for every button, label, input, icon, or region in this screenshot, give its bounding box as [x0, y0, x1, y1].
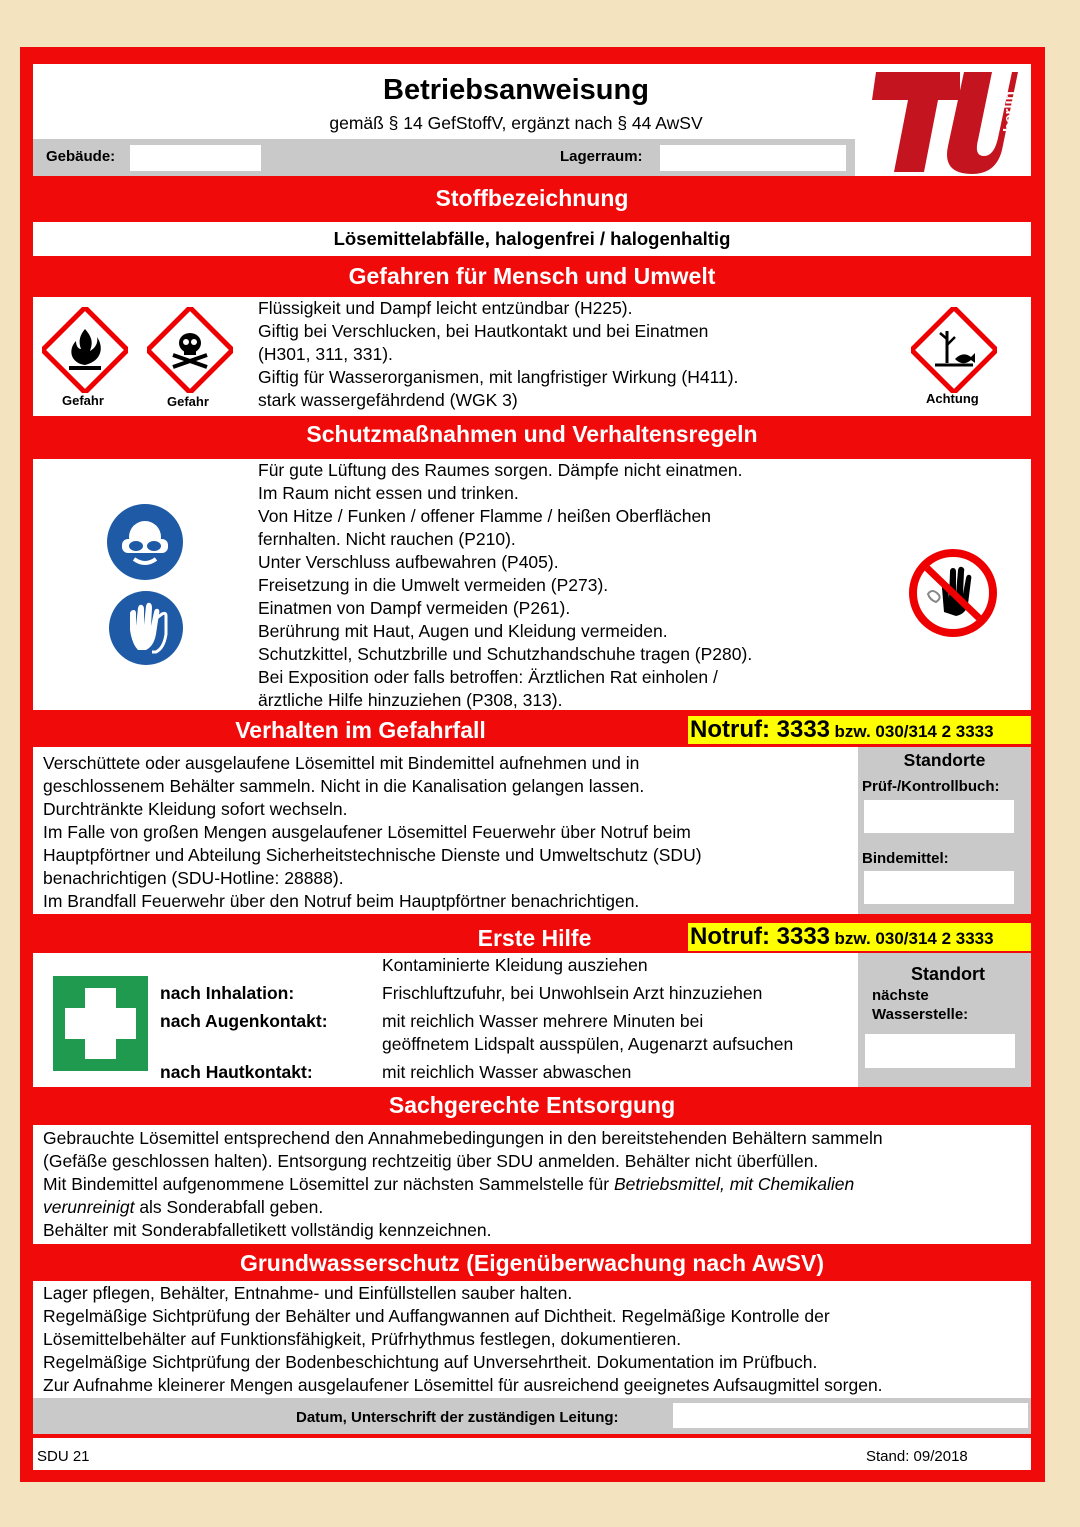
footer-right: Stand: 09/2018	[866, 1448, 968, 1465]
tu-berlin-logo	[868, 68, 1018, 176]
footer-left: SDU 21	[37, 1448, 90, 1465]
gefahren-line: (H301, 311, 331).	[258, 344, 393, 364]
pictogram-label-2: Gefahr	[167, 394, 209, 409]
signature-field[interactable]	[673, 1403, 1028, 1428]
grundwasser-line: Regelmäßige Sichtprüfung der Behälter und Auffangwannen auf Dichtheit. Regelmäßige Kontrolle der	[43, 1306, 830, 1326]
augenkontakt-text-2: geöffnetem Lidspalt ausspülen, Augenarzt aufsuchen	[382, 1034, 794, 1054]
schutz-text	[258, 459, 752, 712]
schutz-line: fernhalten. Nicht rauchen (P210).	[258, 529, 516, 549]
logo-text: berlin	[1001, 91, 1018, 132]
entsorgung-line	[43, 1196, 883, 1219]
grundwasser-line: Lösemittelbehälter auf Funktionsfähigkeit, Prüfrhythmus festlegen, dokumentieren.	[43, 1329, 682, 1349]
grundwasser-line: Lager pflegen, Behälter, Entnahme- und Einfüllstellen sauber halten.	[43, 1283, 573, 1303]
gefahrfall-line: Im Brandfall Feuerwehr über den Notruf beim Hauptpförtner benachrichtigen.	[43, 891, 640, 911]
wasserstelle-field[interactable]	[865, 1034, 1015, 1068]
schutz-line: Unter Verschluss aufbewahren (P405).	[258, 552, 559, 572]
gefahrfall-line: Hauptpförtner und Abteilung Sicherheitstechnische Dienste und Umweltschutz (SDU)	[43, 845, 702, 865]
gefahren-text	[258, 297, 738, 412]
stoff-heading: Stoffbezeichnung	[435, 185, 629, 211]
notruf-alt-number: bzw. 030/314 2 3333	[834, 929, 994, 948]
schutz-heading: Schutzmaßnahmen und Verhaltensregeln	[306, 421, 758, 447]
hautkontakt-label: nach Hautkontakt:	[160, 1062, 313, 1082]
gefahren-line: stark wassergefährdend (WGK 3)	[258, 390, 518, 410]
bindemittel-label: Bindemittel:	[862, 850, 949, 867]
eye-protection-icon	[106, 503, 184, 581]
gefahren-line: Giftig für Wasserorganismen, mit langfristiger Wirkung (H411).	[258, 367, 739, 387]
schutz-line: Einatmen von Dampf vermeiden (P261).	[258, 598, 571, 618]
gefahrfall-line: Verschüttete oder ausgelaufene Lösemittel mit Bindemittel aufnehmen und in	[43, 753, 640, 773]
inhalation-label: nach Inhalation:	[160, 983, 295, 1003]
schutz-line: Berührung mit Haut, Augen und Kleidung vermeiden.	[258, 621, 668, 641]
gefahrfall-line: geschlossenem Behälter sammeln. Nicht in die Kanalisation gelangen lassen.	[43, 776, 645, 796]
entsorgung-line: Gebrauchte Lösemittel entsprechend den Annahmebedingungen in den bereitstehenden Behältern sammeln	[43, 1128, 883, 1148]
gefahren-line: Giftig bei Verschlucken, bei Hautkontakt und bei Einatmen	[258, 321, 709, 341]
gefahrfall-heading: Verhalten im Gefahrfall	[235, 717, 486, 743]
pruefbuch-label: Prüf-/Kontrollbuch:	[862, 778, 1000, 795]
notruf-number: Notruf: 3333	[690, 923, 831, 950]
signature-label: Datum, Unterschrift der zuständigen Leitung:	[296, 1409, 619, 1426]
page-title: Betriebsanweisung	[383, 74, 649, 106]
entsorgung-italic: Betriebsmittel, mit Chemikalien	[613, 1174, 855, 1194]
gefahrfall-line: Durchtränkte Kleidung sofort wechseln.	[43, 799, 348, 819]
no-touching-icon	[908, 548, 998, 638]
entsorgung-heading: Sachgerechte Entsorgung	[388, 1092, 676, 1118]
gefahrfall-line: benachrichtigen (SDU-Hotline: 28888).	[43, 868, 344, 888]
entsorgung-italic: verunreinigt	[43, 1197, 135, 1217]
lagerraum-field[interactable]	[660, 145, 846, 171]
gefahrfall-notruf	[688, 716, 1031, 744]
erstehilfe-heading: Erste Hilfe	[477, 925, 592, 951]
entsorgung-line: (Gefäße geschlossen halten). Entsorgung rechtzeitig über SDU anmelden. Behälter nicht überfüllen.	[43, 1151, 819, 1171]
hautkontakt-text: mit reichlich Wasser abwaschen	[382, 1062, 632, 1082]
schutz-line: ärztliche Hilfe hinzuziehen (P308, 313).	[258, 690, 563, 710]
pictogram-label-1: Gefahr	[62, 393, 104, 408]
grundwasser-line: Regelmäßige Sichtprüfung der Bodenbeschichtung auf Unversehrtheit. Dokumentation im Prüfbuch.	[43, 1352, 818, 1372]
inhalation-text: Frischluftzufuhr, bei Unwohlsein Arzt hinzuziehen	[382, 983, 763, 1003]
wasserstelle-label-2: Wasserstelle:	[872, 1006, 969, 1023]
notruf-number: Notruf: 3333	[690, 716, 831, 743]
wasserstelle-label-1: nächste	[872, 987, 929, 1004]
entsorgung-line-part: als Sonderabfall geben.	[134, 1197, 324, 1217]
gefahren-heading: Gefahren für Mensch und Umwelt	[348, 263, 716, 289]
entsorgung-line-part: Mit Bindemittel aufgenommene Lösemittel zur nächsten Sammelstelle für	[43, 1174, 614, 1194]
notruf-alt-number: bzw. 030/314 2 3333	[834, 722, 994, 741]
entsorgung-text	[43, 1127, 883, 1242]
page-subtitle: gemäß § 14 GefStoffV, ergänzt nach § 44 AwSV	[329, 113, 703, 133]
entsorgung-line: Behälter mit Sonderabfalletikett vollständig kennzeichnen.	[43, 1220, 492, 1240]
schutz-line: Im Raum nicht essen und trinken.	[258, 483, 519, 503]
schutz-line: Bei Exposition oder falls betroffen: Ärztlichen Rat einholen /	[258, 667, 718, 687]
lagerraum-label: Lagerraum:	[560, 148, 643, 165]
pictogram-label-3: Achtung	[926, 391, 979, 406]
gefahren-line: Flüssigkeit und Dampf leicht entzündbar (H225).	[258, 298, 633, 318]
erstehilfe-top-line: Kontaminierte Kleidung ausziehen	[382, 955, 648, 975]
augenkontakt-text: mit reichlich Wasser mehrere Minuten bei	[382, 1011, 704, 1031]
hand-protection-icon	[108, 590, 184, 666]
pruefbuch-field[interactable]	[864, 800, 1014, 833]
gebaeude-label: Gebäude:	[46, 148, 116, 165]
schutz-line: Für gute Lüftung des Raumes sorgen. Dämpfe nicht einatmen.	[258, 460, 743, 480]
grundwasser-heading: Grundwasserschutz (Eigenüberwachung nach AwSV)	[239, 1250, 825, 1276]
gebaeude-field[interactable]	[130, 145, 261, 171]
stoff-name: Lösemittelabfälle, halogenfrei / halogenhaltig	[333, 228, 731, 249]
gefahrfall-line: Im Falle von großen Mengen ausgelaufener Lösemittel Feuerwehr über Notruf beim	[43, 822, 691, 842]
first-aid-icon	[53, 976, 148, 1071]
schutz-line: Schutzkittel, Schutzbrille und Schutzhandschuhe tragen (P280).	[258, 644, 753, 664]
erstehilfe-notruf	[688, 923, 1031, 951]
standorte-title: Standorte	[903, 750, 986, 770]
standort-title: Standort	[911, 964, 985, 984]
skull-pictogram-icon	[147, 307, 233, 393]
augenkontakt-label: nach Augenkontakt:	[160, 1011, 328, 1031]
gefahrfall-text	[43, 752, 702, 913]
flame-pictogram-icon	[42, 307, 128, 393]
schutz-line: Von Hitze / Funken / offener Flamme / heißen Oberflächen	[258, 506, 711, 526]
grundwasser-text	[43, 1282, 883, 1397]
bindemittel-field[interactable]	[864, 871, 1014, 904]
environment-pictogram-icon	[911, 307, 997, 393]
grundwasser-line: Zur Aufnahme kleinerer Mengen ausgelaufener Lösemittel für ausreichend geeignetes Aufsaugmittel sorgen.	[43, 1375, 883, 1395]
entsorgung-line	[43, 1173, 883, 1196]
schutz-line: Freisetzung in die Umwelt vermeiden (P273).	[258, 575, 609, 595]
